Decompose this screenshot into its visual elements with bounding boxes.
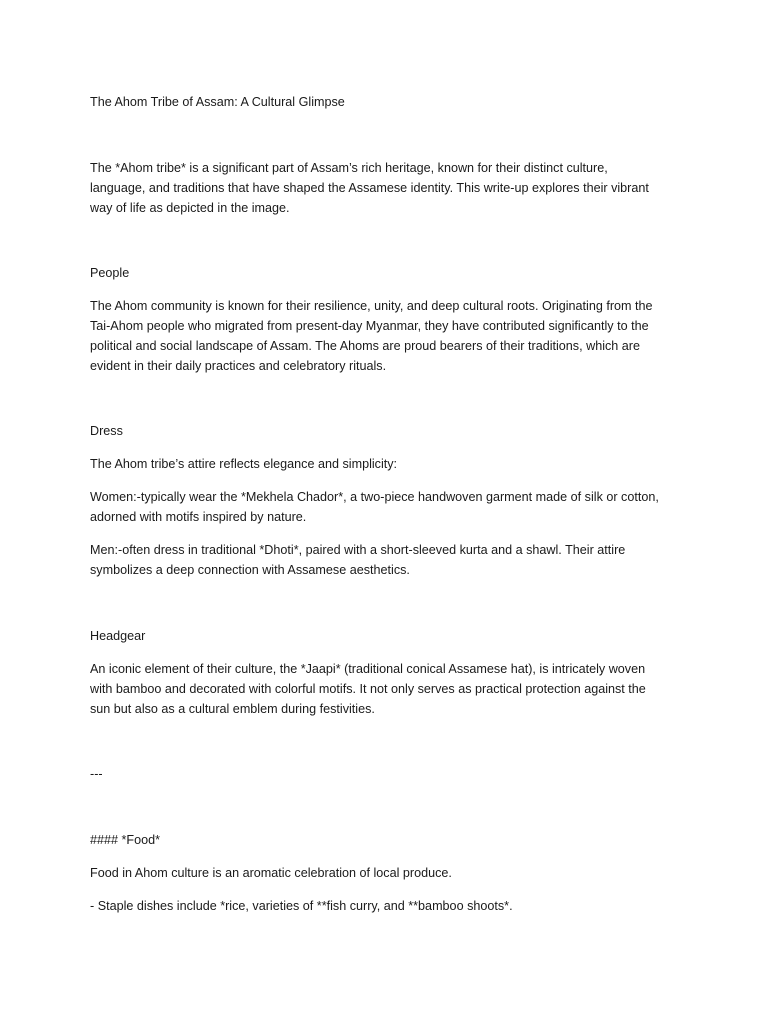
dress-men-paragraph: Men:-often dress in traditional *Dhoti*, paired with a short-sleeved kurta and a shawl. Their attire symbolizes a deep connection with Assamese aesthetics. xyxy=(90,543,626,577)
headgear-paragraph: An iconic element of their culture, the *Jaapi* (traditional conical Assamese hat), is intricately woven with bamboo and decorated with colorful motifs. It not only serves as practical protection against the sun but also as a cultural emblem during festivities. xyxy=(90,662,646,716)
food-heading: #### *Food* xyxy=(90,833,161,847)
dress-heading: Dress xyxy=(90,424,123,438)
people-paragraph: The Ahom community is known for their resilience, unity, and deep cultural roots. Originating from the Tai-Ahom people who migrated from present-day Myanmar, they have contributed significantly to the political and social landscape of Assam. The Ahoms are proud bearers of their traditions, which are evident in their daily practices and celebratory rituals. xyxy=(90,299,653,373)
dress-intro: The Ahom tribe’s attire reflects elegance and simplicity: xyxy=(90,457,398,471)
document-title: The Ahom Tribe of Assam: A Cultural Glimpse xyxy=(90,95,345,109)
separator-line: --- xyxy=(90,767,103,781)
people-heading: People xyxy=(90,266,130,280)
food-intro: Food in Ahom culture is an aromatic celebration of local produce. xyxy=(90,866,452,880)
intro-paragraph: The *Ahom tribe* is a significant part of Assam’s rich heritage, known for their distinct culture, language, and traditions that have shaped the Assamese identity. This write-up explores their vibrant way of life as depicted in the image. xyxy=(90,161,649,215)
headgear-heading: Headgear xyxy=(90,629,146,643)
dress-women-paragraph: Women:-typically wear the *Mekhela Chador*, a two-piece handwoven garment made of silk or cotton, adorned with motifs inspired by nature. xyxy=(90,490,659,524)
food-list-item: - Staple dishes include *rice, varieties of **fish curry, and **bamboo shoots*. xyxy=(90,899,513,913)
